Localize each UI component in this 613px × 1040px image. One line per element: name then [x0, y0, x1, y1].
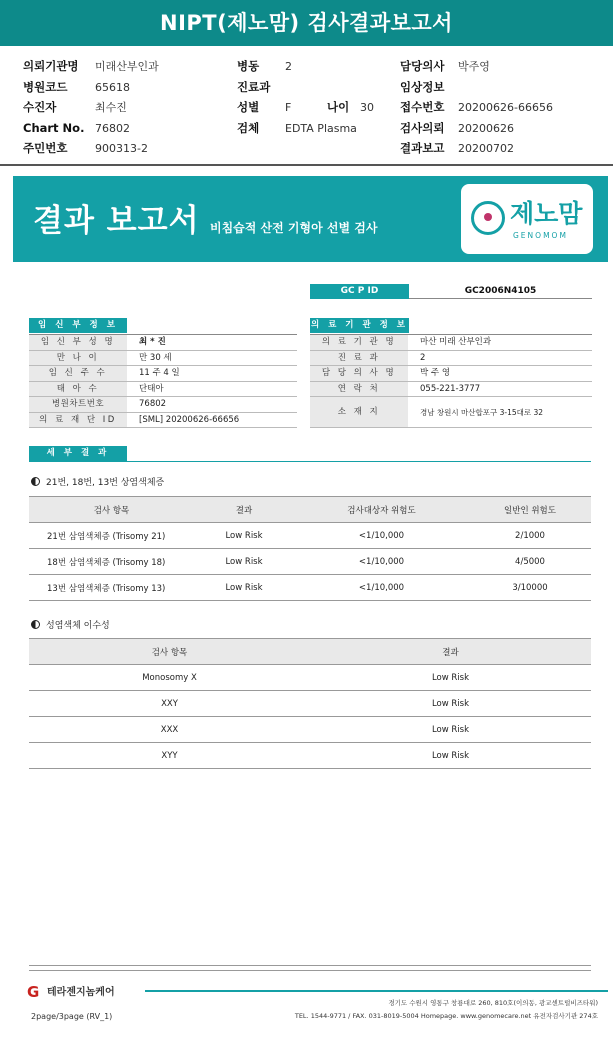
patient-info-table — [29, 334, 297, 428]
report-date-value: 20200702 — [458, 142, 514, 155]
trisomy-heading-text: 21번, 18번, 13번 상염색체증 — [46, 478, 165, 488]
institution-row — [310, 366, 592, 382]
patient-row-value: 76802 — [139, 399, 167, 409]
table-cell: Low Risk — [194, 523, 294, 549]
header-col-1 — [23, 56, 159, 159]
patient-row-label: 병원차트번호 — [29, 397, 127, 412]
trisomy-table — [29, 496, 591, 601]
patient-label: 수진자 — [23, 100, 57, 114]
patient-info-tag: 임 신 부 정 보 — [29, 318, 127, 333]
trisomy-heading — [31, 475, 164, 488]
table-cell: Low Risk — [310, 665, 591, 691]
table-cell: 3/10000 — [469, 575, 591, 601]
table-cell: 21번 삼염색체증 (Trisomy 21) — [29, 523, 194, 549]
ward-label: 병동 — [237, 59, 260, 73]
company-address: 경기도 수원시 영통구 창룡대로 260, 810호(이의동, 광교센트럴비즈타워) — [388, 999, 598, 1007]
hospital-code-label: 병원코드 — [23, 79, 68, 94]
sex-label: 성별 — [237, 100, 260, 114]
header-row-hospital-code — [23, 77, 159, 98]
patient-row-value: 11 주 4 일 — [139, 368, 180, 378]
page-number: 2page/3page (RV_1) — [31, 1012, 113, 1021]
institution-row — [310, 335, 592, 351]
request-date-label: 검사의뢰 — [400, 120, 445, 135]
chart-no-label: Chart No. — [23, 120, 85, 135]
header-row-chart — [23, 118, 159, 139]
header-row-patient — [23, 97, 159, 118]
col-header: 결과 — [310, 639, 591, 665]
col-header: 검사 항목 — [29, 497, 194, 523]
patient-row — [29, 397, 297, 413]
header-info — [0, 46, 613, 166]
accession-label: 접수번호 — [400, 100, 445, 114]
genomom-mark-icon — [471, 201, 505, 235]
institution-row-value: 2 — [420, 352, 426, 363]
resident-no-value: 900313-2 — [95, 142, 148, 155]
col-header: 검사대상자 위험도 — [294, 497, 469, 523]
table-row — [29, 665, 591, 691]
table-header-row — [29, 639, 591, 665]
institution-row-value: 마산 미래 산부인과 — [420, 337, 492, 347]
age-value: 30 — [360, 101, 374, 114]
gcp-id-label: GC P ID — [310, 284, 409, 299]
header-row-accession — [400, 97, 553, 118]
table-row — [29, 743, 591, 769]
table-cell: <1/10,000 — [294, 523, 469, 549]
institution-info-table — [310, 334, 592, 428]
institution-row — [310, 351, 592, 367]
table-cell: Low Risk — [310, 691, 591, 717]
doctor-label: 담당의사 — [400, 59, 445, 73]
header-row-ward — [237, 56, 374, 77]
header-col-2 — [237, 56, 374, 138]
footer-divider — [29, 965, 591, 966]
table-cell: <1/10,000 — [294, 575, 469, 601]
company-name: 테라젠지놈케어 — [47, 987, 115, 998]
table-cell: Low Risk — [194, 549, 294, 575]
header-row-request — [400, 118, 553, 139]
table-cell: 18번 삼염색체증 (Trisomy 18) — [29, 549, 194, 575]
logo-subtext: GENOMOM — [513, 231, 568, 240]
institution-row-value: 055-221-3777 — [420, 383, 481, 394]
table-cell: XYY — [29, 743, 310, 769]
institution-row-label: 의 료 기 관 명 — [310, 335, 408, 350]
footer-accent-line — [145, 990, 608, 992]
specimen-value: EDTA Plasma — [285, 121, 357, 135]
patient-row-value: 최 * 진 — [139, 337, 166, 347]
report-banner — [13, 176, 608, 262]
gcp-id-box — [310, 284, 592, 299]
patient-row-label: 임 신 주 수 — [29, 366, 127, 381]
header-row-institution — [23, 56, 159, 77]
table-cell: <1/10,000 — [294, 549, 469, 575]
table-cell: Low Risk — [194, 575, 294, 601]
institution-label: 의뢰기관명 — [23, 59, 79, 73]
header-row-specimen — [237, 118, 374, 139]
patient-row-label: 태 아 수 — [29, 382, 127, 397]
sex-chrom-heading-text: 성염색체 이수성 — [46, 621, 110, 631]
patient-row-value: [SML] 20200626-66656 — [139, 414, 240, 425]
table-cell: XXY — [29, 691, 310, 717]
sex-chrom-heading — [31, 618, 110, 631]
details-tag: 세 부 결 과 — [29, 446, 127, 461]
table-cell: Low Risk — [310, 717, 591, 743]
company-logo — [27, 983, 115, 1001]
institution-row-label: 소 재 지 — [310, 397, 408, 427]
gcp-id-value: GC2006N4105 — [409, 284, 592, 299]
patient-row-label: 만 나 이 — [29, 351, 127, 366]
table-cell: Low Risk — [310, 743, 591, 769]
table-row — [29, 691, 591, 717]
table-cell: 13번 삼염색체증 (Trisomy 13) — [29, 575, 194, 601]
request-date-value: 20200626 — [458, 121, 514, 135]
table-row — [29, 717, 591, 743]
header-row-clinical — [400, 77, 553, 98]
company-contact: TEL. 1544-9771 / FAX. 031-8019-5004 Homepage. www.genomecare.net 유전자검사기관 274호 — [294, 1012, 598, 1020]
header-col-3 — [400, 56, 553, 159]
table-cell: 4/5000 — [469, 549, 591, 575]
report-title: NIPT(제노맘) 검사결과보고서 — [0, 0, 613, 46]
institution-row-value: 경남 창원시 마산합포구 3-15대로 32 — [420, 408, 544, 417]
resident-no-label: 주민번호 — [23, 141, 68, 155]
banner-title: 결과 보고서 — [33, 203, 200, 239]
col-header: 결과 — [194, 497, 294, 523]
institution-row — [310, 382, 592, 398]
patient-row — [29, 335, 297, 351]
patient-value: 최수진 — [95, 101, 127, 114]
genomom-logo — [461, 184, 593, 254]
table-row — [29, 549, 591, 575]
half-circle-icon — [31, 620, 40, 629]
institution-row-label: 연 락 처 — [310, 382, 408, 397]
header-row-doctor — [400, 56, 553, 77]
patient-row-value: 만 30 세 — [139, 352, 172, 363]
patient-row-label: 의 료 재 단 ID — [29, 413, 127, 428]
age-label: 나이 — [327, 100, 350, 114]
institution-row-label: 진 료 과 — [310, 351, 408, 366]
col-header: 검사 항목 — [29, 639, 310, 665]
patient-row — [29, 382, 297, 398]
report-date-label: 결과보고 — [400, 141, 445, 155]
header-row-sex — [237, 97, 374, 118]
chart-no-value: 76802 — [95, 121, 130, 135]
institution-row — [310, 397, 592, 428]
logo-text: 제노맘 — [510, 199, 583, 228]
patient-row — [29, 351, 297, 367]
patient-row-value: 단태아 — [139, 383, 164, 394]
doctor-value: 박주영 — [458, 60, 490, 73]
ward-value: 2 — [285, 60, 292, 73]
sex-chrom-table — [29, 638, 591, 769]
table-cell: 2/1000 — [469, 523, 591, 549]
table-row — [29, 523, 591, 549]
header-row-report — [400, 138, 553, 159]
half-circle-icon — [31, 477, 40, 486]
header-row-dept — [237, 77, 374, 98]
company-logo-icon: G — [27, 983, 40, 1001]
footer-divider — [29, 970, 591, 971]
table-row — [29, 575, 591, 601]
accession-value: 20200626-66656 — [458, 101, 553, 114]
header-row-resident — [23, 138, 159, 159]
banner-subtitle: 비침습적 산전 기형아 선별 검사 — [210, 221, 378, 235]
patient-row — [29, 413, 297, 429]
patient-row-label: 임 신 부 성 명 — [29, 335, 127, 350]
patient-row — [29, 366, 297, 382]
specimen-label: 검체 — [237, 120, 260, 135]
institution-info-tag: 의 료 기 관 정 보 — [310, 318, 409, 333]
institution-value: 미래산부인과 — [95, 60, 159, 73]
dept-label: 진료과 — [237, 79, 271, 94]
table-cell: XXX — [29, 717, 310, 743]
institution-row-label: 담 당 의 사 명 — [310, 366, 408, 381]
table-cell: Monosomy X — [29, 665, 310, 691]
clinical-info-label: 임상정보 — [400, 79, 445, 94]
hospital-code-value: 65618 — [95, 80, 130, 94]
institution-row-value: 박 주 영 — [420, 368, 451, 378]
col-header: 일반인 위험도 — [469, 497, 591, 523]
table-header-row — [29, 497, 591, 523]
sex-value: F — [285, 101, 292, 114]
